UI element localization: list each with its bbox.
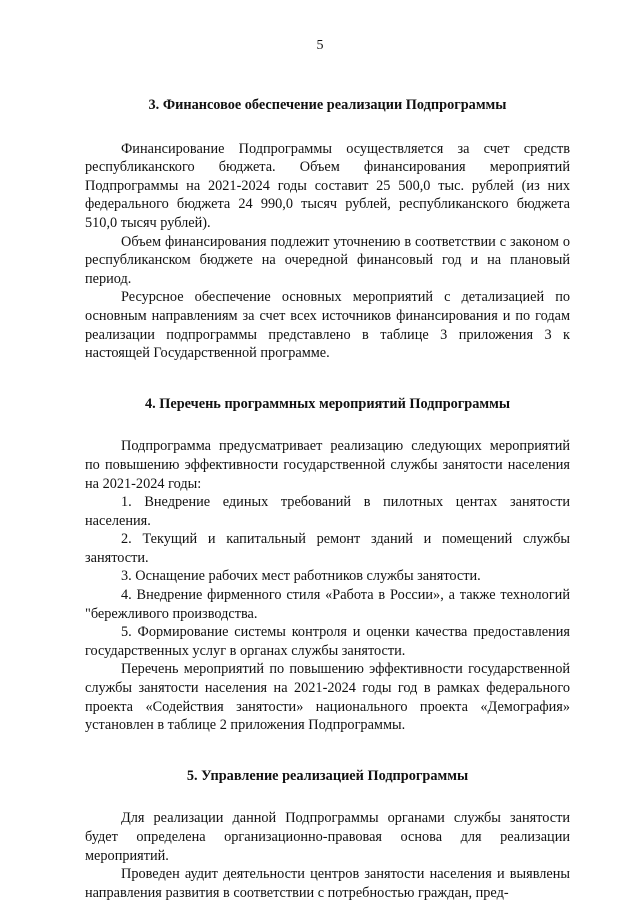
section-activities bbox=[85, 395, 570, 735]
page-number: 5 bbox=[316, 38, 324, 53]
paragraph: Перечень мероприятий по повышению эффективности государственной службы занятости населения на 2021-2024 годы год в рамках федерального проекта «Содействия занятости» национального проекта «Демография» установлен в таблице 2 приложения Подпрограммы. bbox=[85, 661, 570, 734]
paragraph: Объем финансирования подлежит уточнению в соответствии с законом о республиканском бюджете на очередной финансовый год и на плановый период. bbox=[85, 233, 570, 287]
list-item: 4. Внедрение фирменного стиля «Работа в России», а также технологий "бережливого производства. bbox=[85, 587, 570, 622]
list-item: 2. Текущий и капитальный ремонт зданий и помещений службы занятости. bbox=[85, 531, 570, 566]
list-item: 5. Формирование системы контроля и оценки качества предоставления государственных услуг в органах службы занятости. bbox=[85, 624, 570, 659]
list-item: 3. Оснащение рабочих мест работников службы занятости. bbox=[121, 568, 481, 585]
paragraph: Подпрограмма предусматривает реализацию следующих мероприятий по повышению эффективности государственной службы занятости населения на 2021-2024 годы: bbox=[85, 438, 570, 492]
paragraph: Финансирование Подпрограммы осуществляется за счет средств республиканского бюджета. Объем финансирования мероприятий Подпрограммы на 2021-2024 годы составит 25 500,0 тыс. рублей (из них федерального бюджета 24 990,0 тысяч рублей, республиканского бюджета 510,0 тысяч рублей). bbox=[85, 140, 570, 231]
document-body bbox=[85, 96, 570, 902]
list-item: 1. Внедрение единых требований в пилотных центах занятости населения. bbox=[85, 494, 570, 529]
section-heading-management: 5. Управление реализацией Подпрограммы bbox=[186, 767, 469, 784]
section-management bbox=[85, 767, 570, 903]
section-heading-activities: 4. Перечень программных мероприятий Подпрограммы bbox=[144, 395, 511, 412]
paragraph: Ресурсное обеспечение основных мероприятий с детализацией по основным направлениям за счет всех источников финансирования и по годам реализации подпрограммы представлено в таблице 3 приложения 3 к настоящей Государственной программе. bbox=[85, 289, 570, 362]
paragraph: Для реализации данной Подпрограммы органами службы занятости будет определена организационно-правовая основа для реализации мероприятий. bbox=[85, 810, 570, 864]
section-financing bbox=[85, 96, 570, 363]
section-heading-financing: 3. Финансовое обеспечение реализации Подпрограммы bbox=[148, 97, 507, 113]
paragraph: Проведен аудит деятельности центров занятости населения и выявлены направления развития в соответствии с потребностью граждан, пред- bbox=[85, 866, 570, 901]
